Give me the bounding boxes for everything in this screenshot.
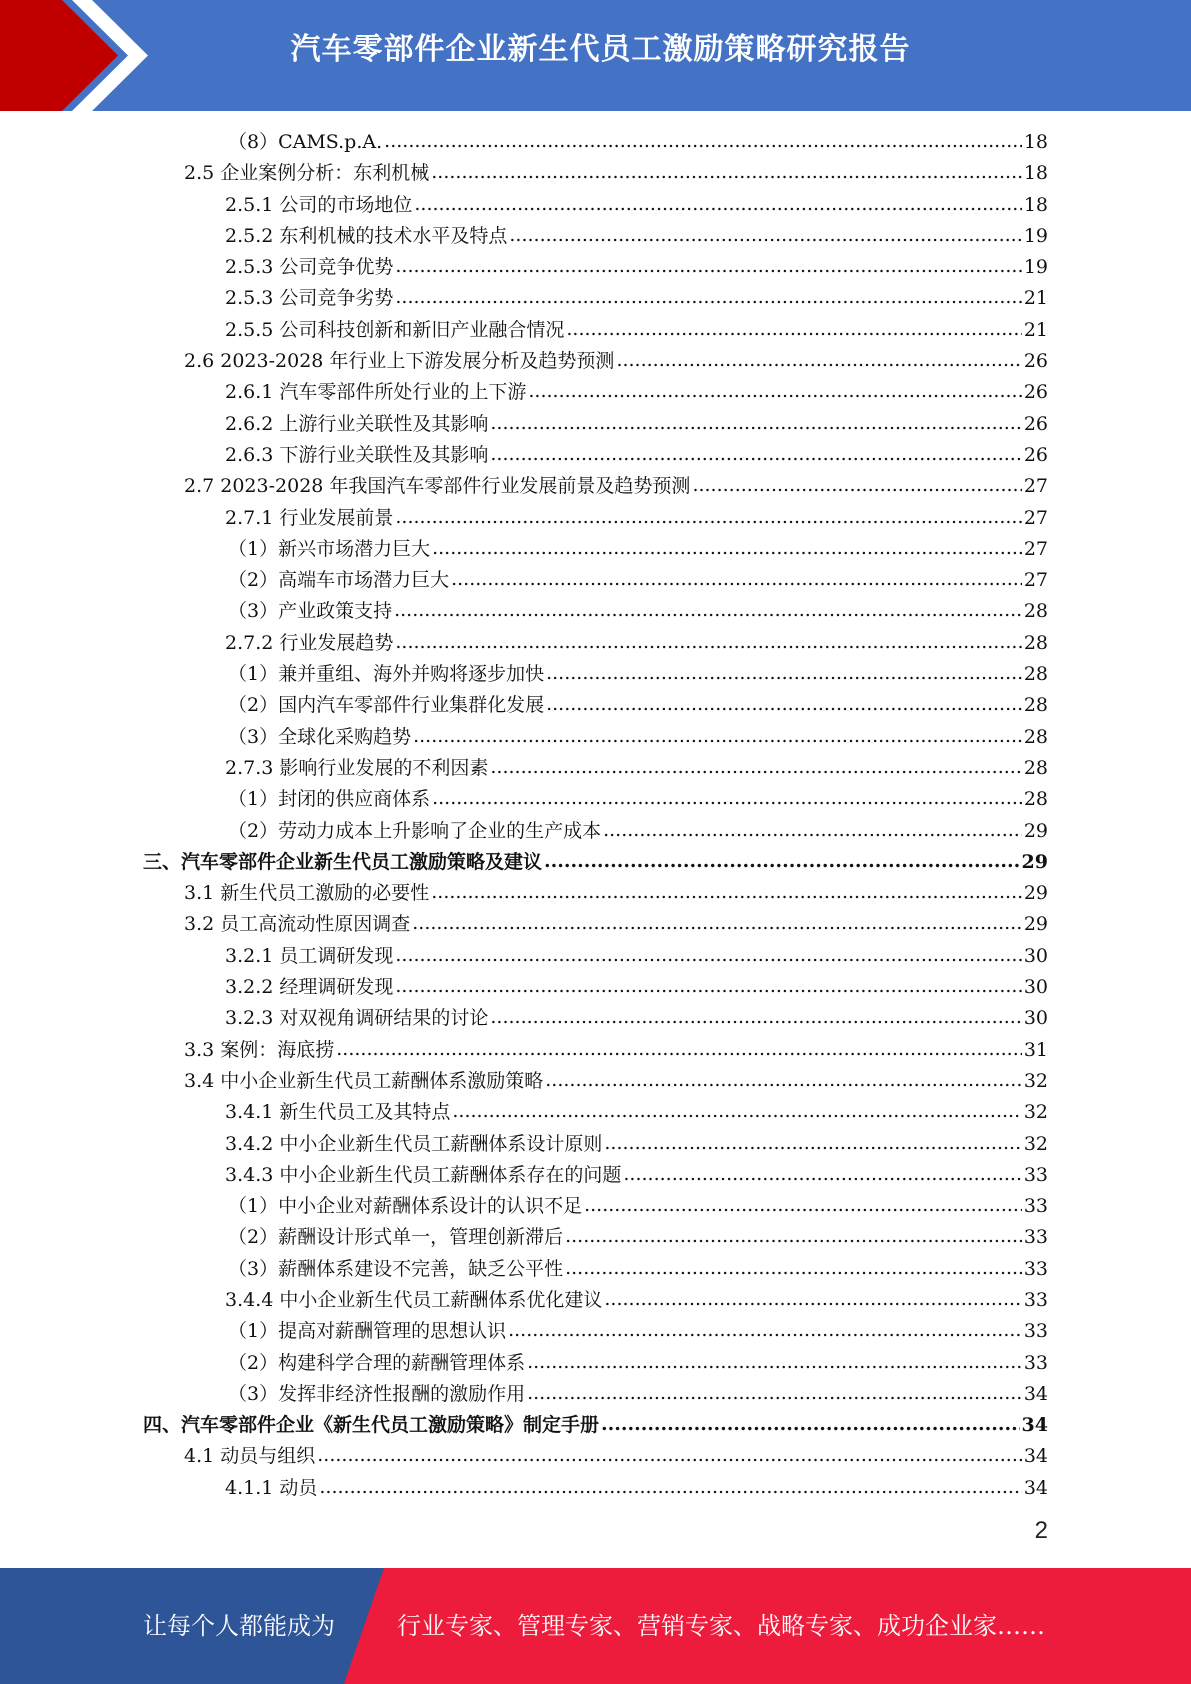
toc-entry[interactable]	[0, 1066, 1191, 1097]
toc-dot-leader	[490, 1002, 1021, 1033]
toc-entry-title: 3.1 新生代员工激励的必要性	[184, 882, 430, 905]
toc-entry-page: 28	[1023, 631, 1048, 654]
toc-entry-page: 27	[1023, 537, 1048, 560]
toc-entry[interactable]	[0, 690, 1191, 721]
toc-entry-page: 26	[1023, 381, 1048, 404]
toc-dot-leader	[584, 1190, 1022, 1221]
toc-entry-page: 26	[1023, 443, 1048, 466]
toc-dot-leader	[395, 940, 1021, 971]
toc-entry-title: （3）全球化采购趋势	[228, 725, 412, 748]
toc-entry-page: 31	[1023, 1038, 1048, 1061]
toc-dot-leader	[432, 783, 1022, 814]
toc-entry-page: 28	[1023, 600, 1048, 623]
toc-dot-leader	[604, 1284, 1021, 1315]
toc-dot-leader	[431, 157, 1022, 188]
toc-entry-page: 34	[1023, 1476, 1048, 1499]
toc-entry-page: 32	[1023, 1101, 1048, 1124]
toc-dot-leader	[395, 251, 1021, 282]
toc-entry[interactable]	[0, 190, 1191, 221]
toc-entry-title: （2）高端车市场潜力巨大	[228, 569, 450, 592]
toc-entry-title: （1）封闭的供应商体系	[228, 788, 431, 811]
toc-dot-leader	[431, 877, 1022, 908]
toc-entry-title: 四、汽车零部件企业《新生代员工激励策略》制定手册	[143, 1414, 600, 1437]
toc-entry-page: 32	[1023, 1069, 1048, 1092]
toc-entry-page: 28	[1023, 788, 1048, 811]
page-header	[0, 0, 1191, 111]
toc-entry-page: 34	[1023, 1382, 1048, 1405]
toc-entry-page: 26	[1023, 350, 1048, 373]
toc-entry[interactable]	[0, 471, 1191, 502]
toc-entry[interactable]	[0, 722, 1191, 753]
toc-entry-title: （2）劳动力成本上升影响了企业的生产成本	[228, 819, 602, 842]
toc-entry-page: 21	[1023, 318, 1048, 341]
toc-entry-title: （3）发挥非经济性报酬的激励作用	[228, 1382, 526, 1405]
toc-entry-title: 2.5.2 东利机械的技术水平及特点	[225, 224, 508, 247]
page-footer	[0, 1568, 1191, 1684]
toc-entry-page: 18	[1023, 131, 1048, 153]
toc-entry-page: 32	[1023, 1132, 1048, 1155]
toc-dot-leader	[623, 1159, 1021, 1190]
toc-dot-leader	[528, 376, 1021, 407]
toc-entry-title: 2.6.3 下游行业关联性及其影响	[225, 443, 489, 466]
toc-dot-leader	[603, 815, 1022, 846]
toc-entry-title: 3.4.4 中小企业新生代员工薪酬体系优化建议	[225, 1288, 603, 1311]
toc-entry[interactable]	[0, 503, 1191, 534]
toc-entry-page: 18	[1023, 162, 1048, 185]
toc-entry[interactable]	[0, 158, 1191, 189]
toc-entry[interactable]	[0, 1285, 1191, 1316]
toc-entry-title: 2.5.3 公司竞争优势	[225, 256, 394, 279]
toc-entry-page: 27	[1023, 475, 1048, 498]
toc-entry-page: 33	[1023, 1320, 1048, 1343]
toc-entry[interactable]	[0, 784, 1191, 815]
toc-entry-title: 3.2.1 员工调研发现	[225, 944, 394, 967]
toc-entry-title: 3.4.1 新生代员工及其特点	[225, 1101, 451, 1124]
toc-entry-title: 2.7.2 行业发展趋势	[225, 631, 394, 654]
toc-entry[interactable]	[0, 440, 1191, 471]
toc-dot-leader	[395, 971, 1021, 1002]
toc-entry[interactable]	[0, 659, 1191, 690]
toc-entry[interactable]	[0, 377, 1191, 408]
toc-dot-leader	[692, 470, 1021, 501]
toc-entry-page: 33	[1023, 1288, 1048, 1311]
toc-dot-leader	[565, 1253, 1022, 1284]
toc-entry-title: 2.6 2023-2028 年行业上下游发展分析及趋势预测	[184, 350, 615, 373]
toc-dot-leader	[413, 721, 1022, 752]
toc-entry-page: 29	[1021, 850, 1048, 873]
toc-entry-title: （1）中小企业对薪酬体系设计的认识不足	[228, 1195, 583, 1218]
toc-dot-leader	[566, 314, 1021, 345]
toc-entry[interactable]	[0, 1035, 1191, 1066]
toc-dot-leader	[545, 1065, 1022, 1096]
toc-entry[interactable]	[0, 252, 1191, 283]
toc-dot-leader	[336, 1034, 1022, 1065]
toc-entry-page: 19	[1023, 256, 1048, 279]
toc-entry-title: 2.5.1 公司的市场地位	[225, 193, 413, 216]
toc-dot-leader	[601, 1409, 1020, 1440]
toc-entry[interactable]	[0, 127, 1191, 158]
toc-entry-page: 27	[1023, 506, 1048, 529]
toc-entry[interactable]	[0, 1003, 1191, 1034]
toc-entry-title: （3）产业政策支持	[228, 600, 393, 623]
toc-entry[interactable]	[0, 1222, 1191, 1253]
toc-dot-leader	[616, 345, 1021, 376]
toc-entry[interactable]	[0, 628, 1191, 659]
toc-entry-page: 33	[1023, 1163, 1048, 1186]
toc-entry[interactable]	[0, 221, 1191, 252]
toc-dot-leader	[395, 502, 1021, 533]
toc-entry-title: 3.4.3 中小企业新生代员工薪酬体系存在的问题	[225, 1163, 622, 1186]
toc-dot-leader	[527, 1347, 1022, 1378]
toc-dot-leader	[395, 282, 1021, 313]
toc-entry-title: 3.4.2 中小企业新生代员工薪酬体系设计原则	[225, 1132, 603, 1155]
toc-entry[interactable]	[0, 1160, 1191, 1191]
toc-entry-title: 4.1.1 动员	[225, 1476, 318, 1499]
toc-dot-leader	[546, 658, 1022, 689]
toc-dot-leader	[544, 846, 1020, 877]
toc-entry[interactable]	[0, 596, 1191, 627]
toc-entry[interactable]	[0, 753, 1191, 784]
toc-entry-title: （1）兼并重组、海外并购将逐步加快	[228, 663, 545, 686]
toc-entry[interactable]	[0, 283, 1191, 314]
toc-entry-title: 3.2.2 经理调研发现	[225, 976, 394, 999]
toc-entry[interactable]	[0, 941, 1191, 972]
toc-entry-title: （2）国内汽车零部件行业集群化发展	[228, 694, 545, 717]
toc-entry-page: 18	[1023, 193, 1048, 216]
toc-entry-page: 33	[1023, 1195, 1048, 1218]
toc-entry[interactable]	[0, 565, 1191, 596]
page-number: 2	[1034, 1517, 1048, 1544]
toc-entry[interactable]	[0, 847, 1191, 878]
toc-dot-leader	[395, 627, 1021, 658]
toc-entry[interactable]	[0, 409, 1191, 440]
toc-entry[interactable]	[0, 1410, 1191, 1441]
table-of-contents	[0, 127, 1191, 1504]
toc-entry-page: 21	[1023, 287, 1048, 310]
toc-entry[interactable]	[0, 1097, 1191, 1128]
toc-dot-leader	[509, 220, 1021, 251]
toc-dot-leader	[565, 1221, 1022, 1252]
document-title: 汽车零部件企业新生代员工激励策略研究报告	[290, 32, 911, 67]
toc-entry-page: 28	[1023, 725, 1048, 748]
toc-entry[interactable]	[0, 972, 1191, 1003]
toc-entry[interactable]	[0, 315, 1191, 346]
toc-entry-page: 28	[1023, 694, 1048, 717]
toc-entry-page: 26	[1023, 412, 1048, 435]
toc-entry-title: 3.4 中小企业新生代员工薪酬体系激励策略	[184, 1069, 544, 1092]
toc-dot-leader	[490, 439, 1021, 470]
toc-entry[interactable]	[0, 1191, 1191, 1222]
toc-entry[interactable]	[0, 346, 1191, 377]
footer-slogan-right: 行业专家、管理专家、营销专家、战略专家、成功企业家……	[397, 1612, 1045, 1640]
toc-dot-leader	[452, 1096, 1021, 1127]
toc-dot-leader	[394, 595, 1022, 626]
toc-entry-title: 2.7.3 影响行业发展的不利因素	[225, 756, 489, 779]
toc-entry-page: 30	[1023, 944, 1048, 967]
toc-entry-title: 4.1 动员与组织	[184, 1445, 316, 1468]
toc-entry[interactable]	[0, 534, 1191, 565]
toc-entry-title: 2.5 企业案例分析：东利机械	[184, 162, 430, 185]
toc-entry[interactable]	[0, 878, 1191, 909]
toc-entry[interactable]	[0, 816, 1191, 847]
toc-entry-title: （1）新兴市场潜力巨大	[228, 537, 431, 560]
toc-dot-leader	[490, 408, 1021, 439]
toc-entry-title: 2.5.3 公司竞争劣势	[225, 287, 394, 310]
toc-entry-title: 3.2.3 对双视角调研结果的讨论	[225, 1007, 489, 1030]
toc-entry[interactable]	[0, 1254, 1191, 1285]
toc-entry-page: 33	[1023, 1226, 1048, 1249]
toc-dot-leader	[432, 533, 1022, 564]
toc-entry-title: 3.2 员工高流动性原因调查	[184, 913, 411, 936]
toc-entry-page: 30	[1023, 1007, 1048, 1030]
toc-dot-leader	[412, 908, 1022, 939]
toc-entry-title: 三、汽车零部件企业新生代员工激励策略及建议	[143, 850, 543, 873]
toc-entry-page: 29	[1023, 819, 1048, 842]
toc-entry-title: （3）薪酬体系建设不完善，缺乏公平性	[228, 1257, 564, 1280]
toc-entry-title: （2）构建科学合理的薪酬管理体系	[228, 1351, 526, 1374]
toc-dot-leader	[546, 689, 1022, 720]
toc-dot-leader	[414, 189, 1021, 220]
toc-dot-leader	[490, 752, 1021, 783]
toc-entry-title: 3.3 案例：海底捞	[184, 1038, 335, 1061]
toc-entry[interactable]	[0, 1129, 1191, 1160]
toc-entry-title: 2.5.5 公司科技创新和新旧产业融合情况	[225, 318, 565, 341]
toc-entry-title: 2.6.2 上游行业关联性及其影响	[225, 412, 489, 435]
toc-entry-page: 27	[1023, 569, 1048, 592]
toc-dot-leader	[384, 126, 1022, 157]
toc-entry-page: 19	[1023, 224, 1048, 247]
toc-dot-leader	[451, 564, 1022, 595]
toc-entry-page: 28	[1023, 663, 1048, 686]
toc-entry-page: 33	[1023, 1351, 1048, 1374]
toc-entry[interactable]	[0, 1473, 1191, 1504]
toc-dot-leader	[527, 1378, 1022, 1409]
toc-entry-title: 2.6.1 汽车零部件所处行业的上下游	[225, 381, 527, 404]
footer-slogan-left: 让每个人都能成为	[143, 1612, 335, 1640]
toc-entry-page: 29	[1023, 913, 1048, 936]
toc-dot-leader	[317, 1440, 1022, 1471]
toc-entry-title: 2.7 2023-2028 年我国汽车零部件行业发展前景及趋势预测	[184, 475, 691, 498]
toc-entry[interactable]	[0, 1441, 1191, 1472]
toc-entry[interactable]	[0, 909, 1191, 940]
toc-entry[interactable]	[0, 1348, 1191, 1379]
toc-entry[interactable]	[0, 1316, 1191, 1347]
toc-entry-page: 34	[1023, 1445, 1048, 1468]
toc-entry-page: 28	[1023, 756, 1048, 779]
toc-entry-title: （1）提高对薪酬管理的思想认识	[228, 1320, 507, 1343]
toc-dot-leader	[319, 1472, 1021, 1503]
toc-entry-page: 29	[1023, 882, 1048, 905]
toc-dot-leader	[604, 1128, 1021, 1159]
toc-dot-leader	[508, 1315, 1022, 1346]
toc-entry-page: 30	[1023, 976, 1048, 999]
toc-entry-title: （2）薪酬设计形式单一，管理创新滞后	[228, 1226, 564, 1249]
toc-entry-page: 34	[1021, 1414, 1048, 1437]
toc-entry-title: （8）CAMS.p.A.	[228, 131, 383, 153]
toc-entry-page: 33	[1023, 1257, 1048, 1280]
toc-entry[interactable]	[0, 1379, 1191, 1410]
toc-entry-title: 2.7.1 行业发展前景	[225, 506, 394, 529]
